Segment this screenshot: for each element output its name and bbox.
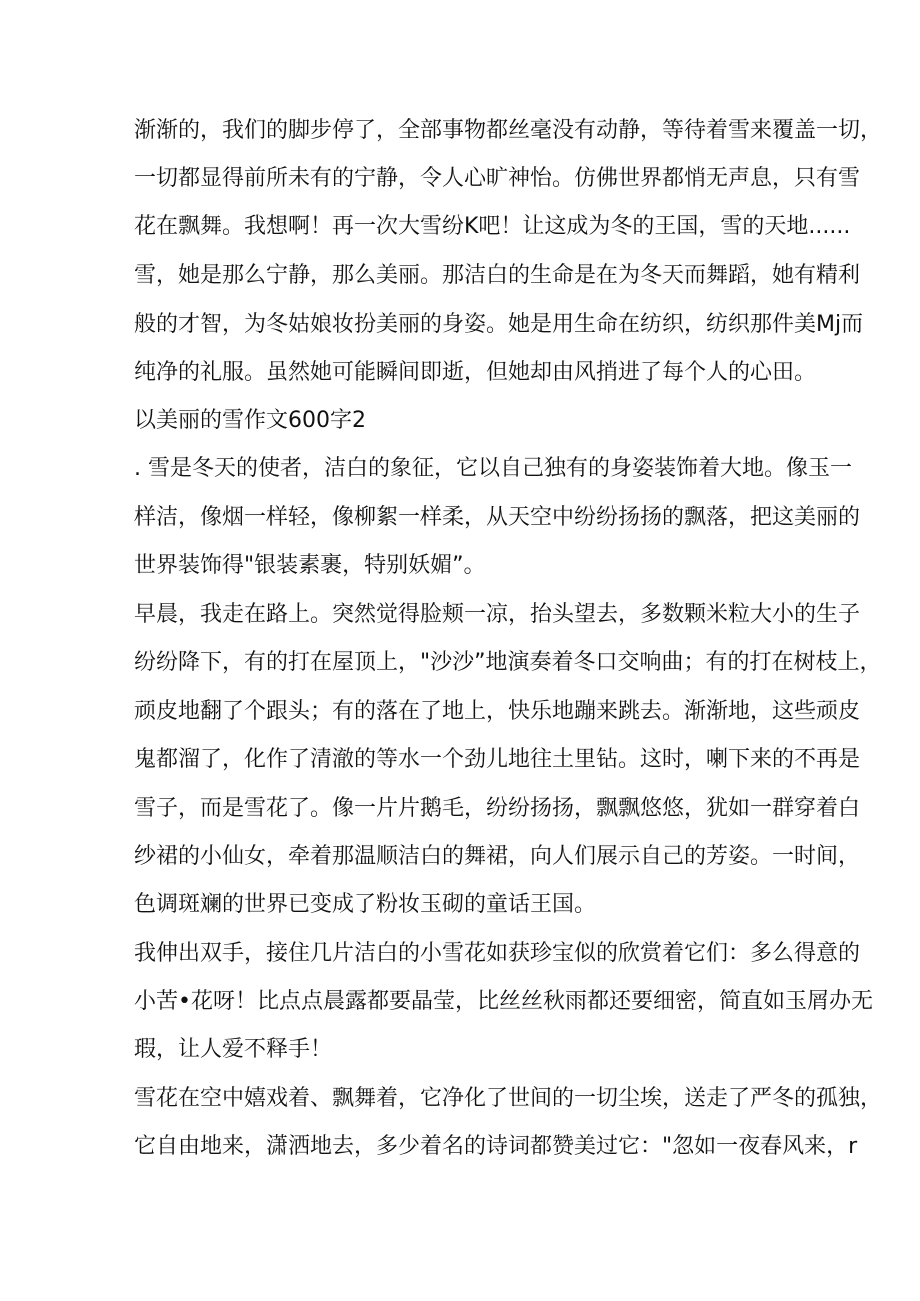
text-line: 它自由地来，潇洒地去，多少着名的诗词都赞美过它："忽如一夜春风来，r <box>134 1134 858 1159</box>
text-line: 纱裙的小仙女，牵着那温顺洁白的舞裙，向人们展示自己的芳姿。一时间， <box>134 844 861 869</box>
text-line: 花在飘舞。我想啊！再一次大雪纷K吧！让这成为冬的王国，雪的天地...... <box>134 214 851 239</box>
text-line: 般的才智，为冬姑娘妆扮美丽的身姿。她是用生命在纺织，纺织那件美Mj而 <box>134 312 864 337</box>
text-line: 一切都显得前所未有的宁静，令人心旷神怡。仿佛世界都悄无声息，只有雪 <box>134 166 861 191</box>
text-line: 纷纷降下，有的打在屋顶上，"沙沙”地演奏着冬口交响曲；有的打在树枝上， <box>134 650 882 675</box>
text-line: 小苦•花呀！比点点晨露都要晶莹，比丝丝秋雨都还要细密，简直如玉屑办无 <box>134 989 873 1014</box>
text-line: 纯净的礼服。虽然她可能瞬间即逝，但她却由风捎进了每个人的心田。 <box>134 360 817 385</box>
text-line: 雪花在空中嬉戏着、飘舞着，它净化了世间的一切尘埃，送走了严冬的孤独， <box>134 1086 883 1111</box>
text-line: . 雪是冬天的使者，洁白的象征，它以自己独有的身姿装饰着大地。像玉一 <box>134 456 852 481</box>
text-line: 渐渐的，我们的脚步停了，全部事物都丝毫没有动静，等待着雪来覆盖一切， <box>134 118 883 143</box>
text-line: 样洁，像烟一样轻，像柳絮一样柔，从天空中纷纷扬扬的飘落，把这美丽的 <box>134 505 861 530</box>
text-line: 雪子，而是雪花了。像一片片鹅毛，纷纷扬扬，飘飘悠悠，犹如一群穿着白 <box>134 796 861 821</box>
text-line: 瑕，让人爱不释手！ <box>134 1037 333 1062</box>
text-line: 早晨，我走在路上。突然觉得脸颊一凉，抬头望去，多数颗米粒大小的生子 <box>134 602 861 627</box>
text-line: 世界装饰得"银装素裹，特别妖媚”。 <box>134 553 486 578</box>
text-line: 顽皮地翻了个跟头；有的落在了地上，快乐地蹦来跳去。渐渐地，这些顽皮 <box>134 699 861 724</box>
text-line: 我伸出双手，接住几片洁白的小雪花如获珍宝似的欣赏着它们：多么得意的 <box>134 941 861 966</box>
text-line: 鬼都溜了，化作了清澈的等水一个劲儿地往土里钻。这时，喇下来的不再是 <box>134 747 861 772</box>
text-line: 雪，她是那么宁静，那么美丽。那洁白的生命是在为冬天而舞蹈，她有精利 <box>134 263 861 288</box>
text-line: 色调斑斓的世界已变成了粉妆玉砌的童话王国。 <box>134 892 597 917</box>
section-heading: 以美丽的雪作文600字2 <box>134 408 366 433</box>
